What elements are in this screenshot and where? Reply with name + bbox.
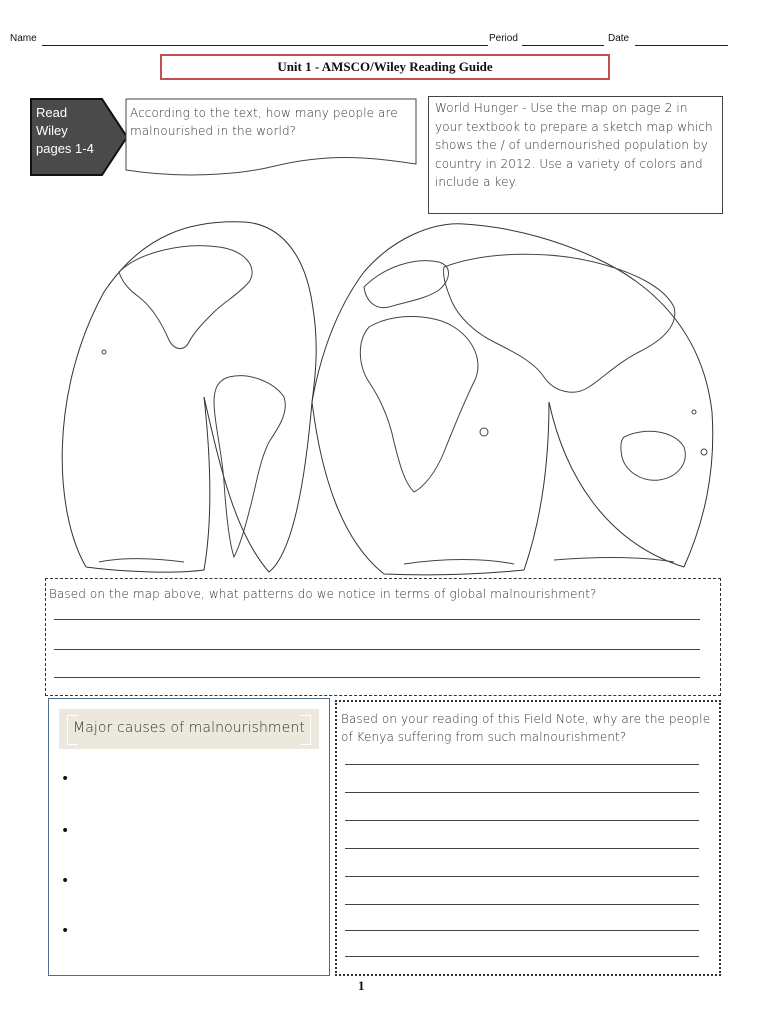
patterns-box[interactable] <box>45 578 721 696</box>
right-bracket-icon <box>300 715 311 745</box>
period-label: Period <box>489 33 518 44</box>
page-title: Unit 1 - AMSCO/Wiley Reading Guide <box>277 59 493 74</box>
answer-line[interactable] <box>345 848 699 849</box>
answer-line[interactable] <box>54 649 700 650</box>
patterns-question: Based on the map above, what patterns do we notice in terms of global malnourishment? <box>49 587 597 601</box>
read-tag-line-1: Read <box>36 105 68 120</box>
cause-bullet[interactable]: • <box>61 823 70 839</box>
answer-line[interactable] <box>345 792 699 793</box>
title-box <box>160 54 610 80</box>
world-map[interactable] <box>44 212 734 582</box>
causes-box[interactable] <box>48 698 330 976</box>
answer-line[interactable] <box>345 764 699 765</box>
causes-title-banner <box>59 709 319 749</box>
answer-line[interactable] <box>345 956 699 957</box>
name-line[interactable] <box>42 45 488 46</box>
answer-line[interactable] <box>345 876 699 877</box>
read-tag <box>30 98 128 176</box>
period-line[interactable] <box>522 45 604 46</box>
answer-line[interactable] <box>345 904 699 905</box>
answer-line[interactable] <box>54 619 700 620</box>
name-label: Name <box>10 33 37 44</box>
date-line[interactable] <box>635 45 728 46</box>
cause-bullet[interactable]: • <box>61 771 70 787</box>
date-label: Date <box>608 33 630 44</box>
read-tag-line-3: pages 1-4 <box>36 141 94 156</box>
causes-title: Major causes of malnourishment <box>73 720 305 736</box>
kenya-question: Based on your reading of this Field Note, why are the people of Kenya suffering from such malnourishment? <box>341 712 711 744</box>
question1-box[interactable] <box>125 98 417 176</box>
kenya-box[interactable] <box>335 700 721 976</box>
world-outline-map-icon <box>44 212 734 582</box>
cause-bullet[interactable]: • <box>61 923 70 939</box>
answer-line[interactable] <box>345 820 699 821</box>
answer-line[interactable] <box>54 677 700 678</box>
hunger-instructions: World Hunger - Use the map on page 2 in your textbook to prepare a sketch map which shows the / of undernourished population by country in 2012. Use a variety of colors and include a key. <box>428 96 723 214</box>
cause-bullet[interactable]: • <box>61 873 70 889</box>
page-number: 1 <box>358 978 365 993</box>
question1-text: According to the text, how many people are malnourished in the world? <box>130 106 398 138</box>
read-tag-line-2: Wiley <box>36 123 68 138</box>
answer-line[interactable] <box>345 930 699 931</box>
